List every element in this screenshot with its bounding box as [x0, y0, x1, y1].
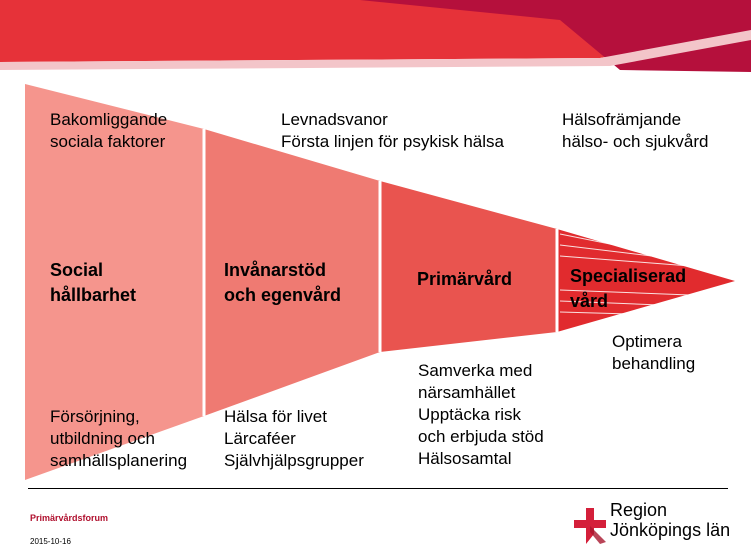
segment-top-text-social: Bakomliggande sociala faktorer — [50, 110, 168, 151]
segment-bottom-text-invanarstod: Hälsa för livet Lärcaféer Självhjälpsgrupper — [224, 407, 364, 470]
footer-date: 2015-10-16 — [30, 537, 71, 546]
segment-label-primarvard: Primärvård — [417, 269, 513, 289]
footer-title: Primärvårdsforum — [30, 513, 109, 523]
segment-top-text-invanarstod: Levnadsvanor Första linjen för psykisk hälsa — [281, 110, 504, 151]
segment-bottom-text-social: Försörjning, utbildning och samhällsplanering — [50, 407, 188, 470]
logo-text-lan: Jönköpings län — [610, 520, 731, 540]
segment-label-specialiserad: Specialiserad vård — [570, 266, 687, 311]
segment-bottom-text-specialiserad: Optimera behandling — [612, 332, 696, 373]
segment-label-invanarstod: Invånarstöd och egenvård — [224, 260, 342, 305]
footer-divider — [28, 488, 728, 489]
segment-bottom-text-primarvard: Samverka med närsamhället Upptäcka risk och erbjuda stöd Hälsosamtal — [418, 361, 544, 468]
segment-top-text-specialiserad: Hälsofrämjande hälso- och sjukvård — [562, 110, 709, 151]
segment-label-social: Social hållbarhet — [50, 260, 137, 305]
logo-text-region: Region — [610, 500, 668, 520]
region-cross-icon — [570, 506, 610, 546]
